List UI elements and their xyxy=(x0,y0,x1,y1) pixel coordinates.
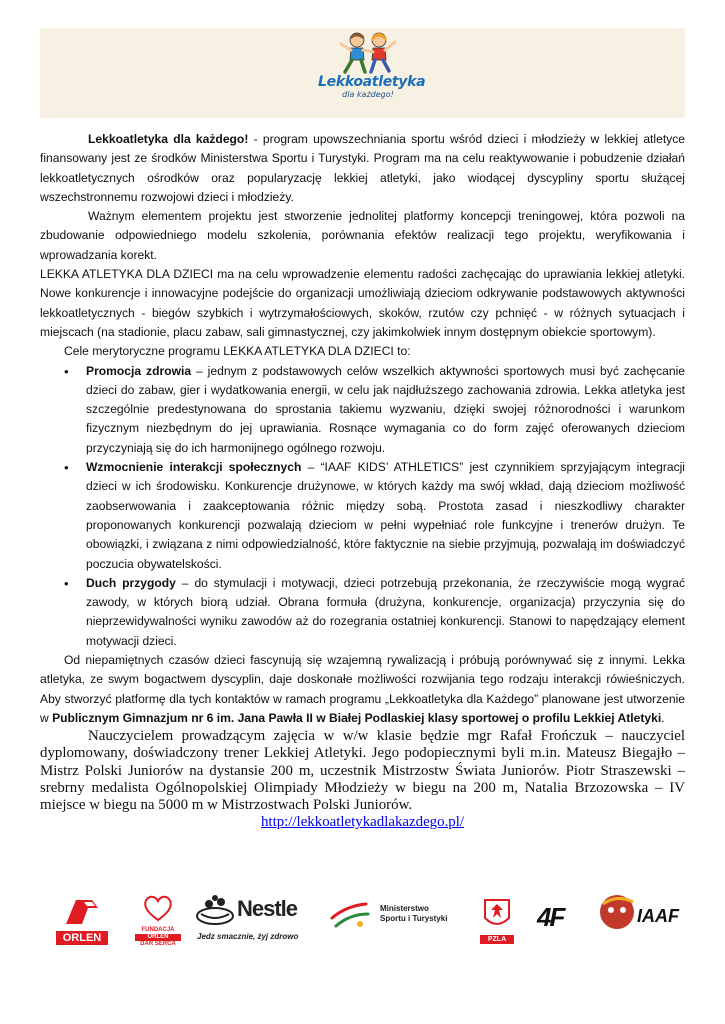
sports-class-end: . xyxy=(661,710,665,725)
kids-mascots-icon xyxy=(333,30,403,76)
iaaf-wordmark: IAAF xyxy=(637,906,679,926)
heart-icon xyxy=(141,894,175,922)
list-item xyxy=(86,458,685,574)
goal-text: – “IAAF KIDS’ ATHLETICS” jest czynnikiem sprzyjającym integracji dzieci w ich środowisku. Konkurencje drużynowe, w których każdy ma swój wkład, dają dzieciom możliwość zaobserwowania i zaakceptowania różnic między sobą. Prostota zasad i nieszkodliwy charakter proponowanych konkurencji pozwalają dzieciom w pełni wypełniać role funkcyjne i trenerów drużyn. Te obowiązki, i związana z nimi odpowiedzialność, które faktycznie na siebie przyjmują, pozwalają im doświadczyć poczucia obywatelskości. xyxy=(86,460,685,571)
intro-text: - program upowszechniania sportu wśród dzieci i młodzieży w lekkiej atletyce finansowany jest ze środków Ministerstwa Sportu i Turystyki. Program ma na celu reaktywowanie i pobudzenie działań lekkoatletycznych ośrodków oraz popularyzację lekkiej atletyki, jako wiodącej dyscypliny sportu służącej wszechstronnemu rozwojowi dzieci i młodzieży. xyxy=(40,132,685,204)
paragraph-intro xyxy=(40,130,685,207)
program-logo xyxy=(318,30,426,116)
fundacja-orlen-label: ORLEN xyxy=(135,934,181,941)
paragraph-teacher: Nauczycielem prowadzącym zajęcia w w/w klasie będzie mgr Rafał Frończuk – nauczyciel dyplomowany, doświadczony trener Lekkiej Atletyki. Jego podopiecznymi byli m.in. Mateusz Biegajło – Mistrz Polski Juniorów na dystansie 200 m, uczestnik Mistrzostw Świata Juniorów. Piotr Straszewski – srebrny medalista Ogólnopolskiej Olimpiady Młodzieży w biegu na 200 m, Natalia Brzozowska – IV miejsce w biegu na 5000 m w Mistrzostwach Polski Juniorów. xyxy=(40,728,685,814)
orlen-eagle-icon xyxy=(62,896,102,926)
document-body xyxy=(40,130,685,831)
paragraph-platform: Ważnym elementem projektu jest stworzenie jednolitej platformy koncepcji treningowej, która pozwoli na zbudowanie odpowiedniego modelu szkolenia, porównania efektów realizacji tego projektu, weryfikowania i wprowadzania korekt. xyxy=(40,209,685,262)
nestle-slogan: Jedz smacznie, żyj zdrowo xyxy=(197,932,299,941)
4f-logo: 4F xyxy=(537,902,564,932)
iaaf-kids-logo xyxy=(595,890,685,946)
paragraph-sports-class xyxy=(40,651,685,728)
goal-title: Wzmocnienie interakcji społecznych xyxy=(86,460,302,475)
goal-title: Duch przygody xyxy=(86,575,176,590)
nestle-wordmark: Nestle xyxy=(237,896,298,921)
orlen-logo xyxy=(52,896,112,948)
ministerstwo-label: Ministerstwo xyxy=(380,904,429,913)
dar-serca-label: DAR SERCA xyxy=(140,941,176,947)
goals-list xyxy=(40,362,685,651)
goal-text: – jednym z podstawowych celów wszelkich aktywności sportowych musi być zachęcanie dzieci do zabaw, gier i wydatkowania energii, w celu jak najdłuższego zachowania zdrowia. Lekka atletyka jest szczególnie predestynowana do sprostania takiemu wyzwaniu, dzięki swojej różnorodności i warunkom fizycznym niezbędnym do jej uprawiania. Rosnące wymagania co do form zajęć oferowanych dzieciom przyczyniają się do ich harmonijnego ogólnego rozwoju. xyxy=(86,363,685,455)
fundacja-label: FUNDACJA xyxy=(141,927,175,933)
logo-subtitle: dla każdego! xyxy=(342,90,394,99)
ministerstwo-sub-label: Sportu i Turystyki xyxy=(380,914,448,923)
program-name: Lekkoatletyka dla każdego! xyxy=(88,132,249,146)
sports-class-text: Od niepamiętnych czasów dzieci fascynują się wzajemną rywalizacją i próbują porównywać się z innymi. Lekka atletyka, ze swym bogactwem dyscyplin, daje doskonałe możliwości rozwijania tego rodzaju interakcji rówieśniczych. Aby stworzyć platformę dla tych kontaktów w ramach programu „Lekkoatletyka dla Każdego” planowane jest utworzenie w xyxy=(40,653,685,725)
ministerstwo-logo xyxy=(330,898,470,942)
pzla-eagle-icon xyxy=(483,898,511,930)
website-link[interactable]: http://lekkoatletykadlakazdego.pl/ xyxy=(260,814,465,831)
list-item xyxy=(86,574,685,651)
nestle-nest-icon xyxy=(195,892,235,926)
pzla-label: PZLA xyxy=(480,935,514,944)
sponsor-logos xyxy=(40,886,685,956)
school-name: Publicznym Gimnazjum nr 6 im. Jana Pawła II w Białej Podlaskiej klasy sportowej o profilu Lekkiej Atletyki xyxy=(52,710,662,725)
nestle-logo xyxy=(195,892,320,952)
orlen-label: ORLEN xyxy=(56,931,108,945)
logo-title: Lekkoatletyka xyxy=(318,74,426,90)
iaaf-kids-icon xyxy=(595,890,641,934)
paragraph-kids-athletics: LEKKA ATLETYKA DLA DZIECI ma na celu wprowadzenie elementu radości zachęcając do uprawiania lekkiej atletyki. Nowe konkurencje i innowacyjne podejście do organizacji umożliwiają dzieciom odkrywanie podstawowych aktywności lekkoatletycznych - biegów szybkich i wytrzymałościowych, skoków, rzutów czy pchnięć - w różnych sytuacjach i miejscach (na stadionie, placu zabaw, sali gimnastycznej, czy jakimkolwiek innym dostępnym obiekcie sportowym). xyxy=(40,267,685,339)
list-item xyxy=(86,362,685,458)
paragraph-goals-intro: Cele merytoryczne programu LEKKA ATLETYKA DLA DZIECI to: xyxy=(64,344,411,359)
ministry-swoosh-icon xyxy=(330,898,370,934)
fundacja-orlen-logo xyxy=(135,894,181,952)
goal-title: Promocja zdrowia xyxy=(86,363,192,378)
goal-text: – do stymulacji i motywacji, dzieci potrzebują przekonania, że rzeczywiście mogą wygrać zawody, w których biorą udział. Obrana formuła (drużyna, konkurencje, organizacja) przyczynia się do nieprzewidywalności wyniku zawodów aż do rozegrania ostatniej konkurencji. Stanowi to napędzający element motywacji dzieci. xyxy=(86,575,685,648)
pzla-logo xyxy=(480,898,514,946)
